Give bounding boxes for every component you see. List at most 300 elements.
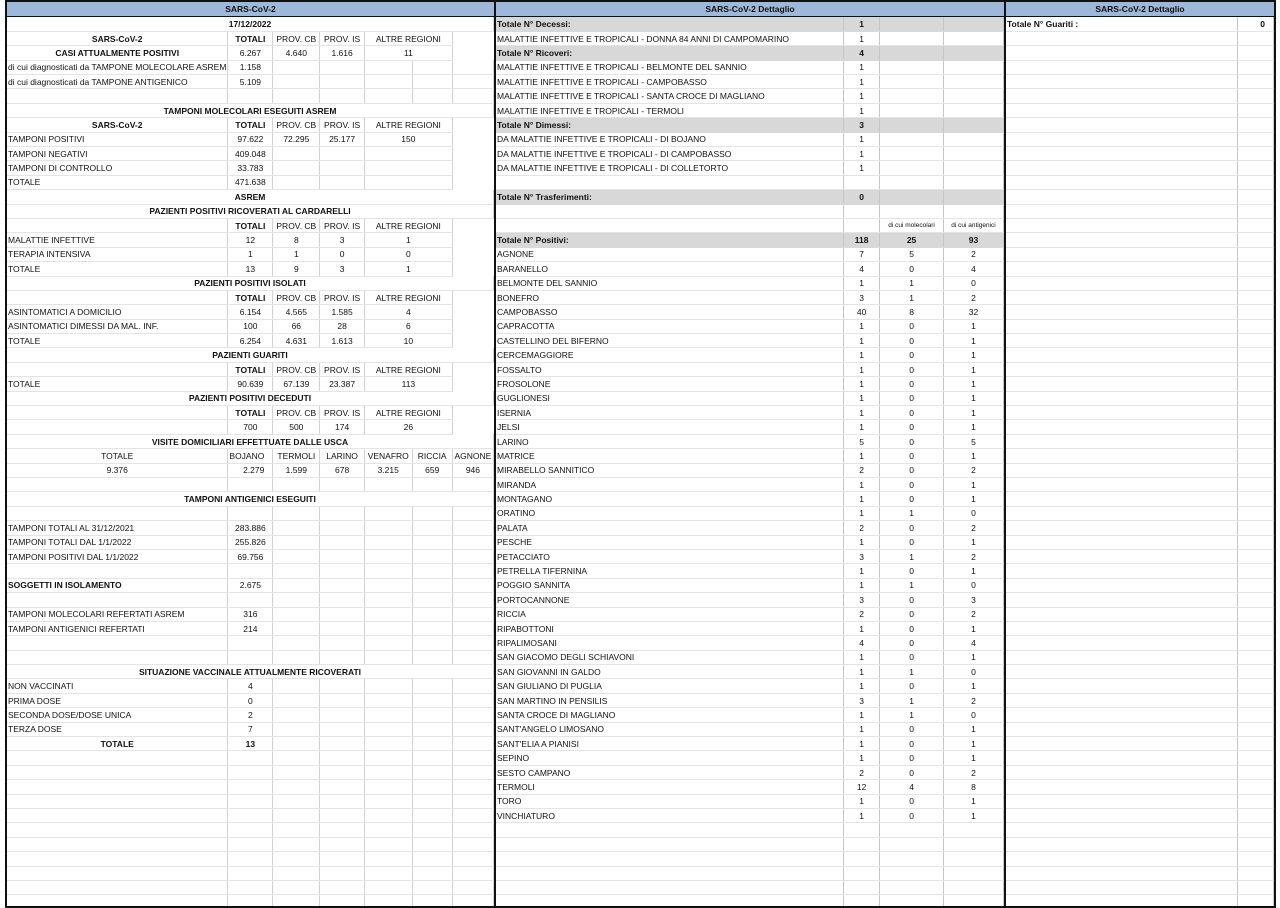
table-cell (273, 161, 320, 175)
header-cell: PROV. IS (320, 362, 365, 376)
table-cell: 1 (944, 334, 1004, 348)
table-cell: 6.154 (228, 305, 273, 319)
row-label: TOTALE (7, 175, 228, 189)
table-cell: 1 (944, 478, 1004, 492)
row-label: TAMPONI TOTALI AL 31/12/2021 (7, 521, 228, 535)
table-cell: 1 (844, 334, 880, 348)
table-cell: 0 (880, 607, 944, 621)
table-cell: 1 (364, 262, 452, 276)
table-cell (1238, 103, 1274, 117)
table-cell: 1 (844, 276, 880, 290)
table-cell (320, 837, 365, 851)
row-label: MALATTIE INFETTIVE E TROPICALI - CAMPOBASSO (496, 75, 844, 89)
blank-row (7, 880, 494, 894)
table-cell (1006, 60, 1238, 74)
table-cell (412, 693, 452, 707)
header-cell: ALTRE REGIONI (364, 31, 452, 45)
table-cell (1238, 175, 1274, 189)
table-cell: 4.565 (273, 305, 320, 319)
table-cell (7, 506, 228, 520)
table-cell (1238, 233, 1274, 247)
table-cell (1006, 348, 1238, 362)
table-cell: 5 (944, 434, 1004, 448)
row-label: SANT'ANGELO LIMOSANO (496, 722, 844, 736)
row-label: CAPRACOTTA (496, 319, 844, 333)
table-cell: 0 (880, 319, 944, 333)
blank-row (7, 837, 494, 851)
table-cell (880, 89, 944, 103)
table-cell (412, 607, 452, 621)
section-row (7, 276, 494, 290)
table-cell: 1 (844, 103, 880, 117)
table-cell (7, 780, 228, 794)
header-cell: AGNONE (452, 449, 493, 463)
section-row (7, 391, 494, 405)
section-row (7, 492, 494, 506)
blank-row (1006, 290, 1274, 304)
table-cell (1006, 276, 1238, 290)
blank-row (1006, 506, 1274, 520)
table-cell (364, 636, 412, 650)
row-label: SAN GIACOMO DEGLI SCHIAVONI (496, 650, 844, 664)
row-label: DA MALATTIE INFETTIVE E TROPICALI - DI BOJANO (496, 132, 844, 146)
table-cell: 1 (944, 319, 1004, 333)
table-row (496, 593, 1004, 607)
table-cell (7, 420, 228, 434)
table-cell (1006, 147, 1238, 161)
header-cell: TERMOLI (273, 449, 320, 463)
table-cell (1238, 89, 1274, 103)
table-cell (496, 866, 844, 880)
row-label: MATRICE (496, 449, 844, 463)
table-cell (1238, 665, 1274, 679)
table-cell (1006, 391, 1238, 405)
table-cell (880, 161, 944, 175)
row-label: Totale N° Trasferimenti: (496, 190, 844, 204)
table-cell: 1 (880, 290, 944, 304)
table-cell: 0 (880, 564, 944, 578)
table-row (496, 751, 1004, 765)
table-cell (364, 506, 412, 520)
blank-row (1006, 808, 1274, 822)
table-cell (320, 722, 365, 736)
table-row (496, 621, 1004, 635)
table-cell (273, 679, 320, 693)
row-label: BONEFRO (496, 290, 844, 304)
row-label: SAN GIULIANO DI PUGLIA (496, 679, 844, 693)
blank-row (7, 564, 494, 578)
header-cell: TOTALI (228, 290, 273, 304)
table-cell: 1 (844, 737, 880, 751)
table-row (496, 31, 1004, 45)
table-cell (7, 837, 228, 851)
blank-row (1006, 737, 1274, 751)
table-cell (1238, 449, 1274, 463)
table-cell (1006, 593, 1238, 607)
table-cell (1006, 578, 1238, 592)
table-cell: 0 (944, 708, 1004, 722)
blank-row (7, 794, 494, 808)
table-cell (7, 808, 228, 822)
table-cell: 1 (844, 708, 880, 722)
table-cell: 2 (944, 607, 1004, 621)
table-cell (7, 478, 228, 492)
table-cell (1238, 607, 1274, 621)
blank-row (7, 478, 494, 492)
table-cell (1238, 895, 1274, 908)
row-label: SEPINO (496, 751, 844, 765)
header-cell: ALTRE REGIONI (364, 118, 452, 132)
table-cell (1238, 880, 1274, 894)
table-cell (1006, 247, 1238, 261)
table-row (7, 521, 494, 535)
table-cell: 1 (944, 406, 1004, 420)
table-row (496, 75, 1004, 89)
table-cell (7, 751, 228, 765)
table-row (496, 290, 1004, 304)
row-label: TORO (496, 794, 844, 808)
row-label: di cui diagnosticati da TAMPONE ANTIGENICO (7, 75, 228, 89)
table-cell (1238, 492, 1274, 506)
subheader-cell: di cui antigenici (944, 218, 1004, 232)
row-label: MALATTIE INFETTIVE E TROPICALI - TERMOLI (496, 103, 844, 117)
table-cell: 946 (452, 463, 493, 477)
blank-row (1006, 463, 1274, 477)
header-cell: TOTALI (228, 31, 273, 45)
table-cell (1238, 737, 1274, 751)
table-cell: 1 (844, 89, 880, 103)
header-row (7, 290, 494, 304)
table-cell: 1 (844, 751, 880, 765)
table-cell (1006, 262, 1238, 276)
table-cell (320, 564, 365, 578)
table-cell (412, 506, 452, 520)
blank-row (1006, 852, 1274, 866)
table-row (496, 161, 1004, 175)
table-cell: 1 (944, 737, 1004, 751)
table-cell (1006, 478, 1238, 492)
table-cell (1238, 722, 1274, 736)
table-cell: 0 (880, 808, 944, 822)
table-cell: 1 (944, 564, 1004, 578)
row-label: RIPALIMOSANI (496, 636, 844, 650)
table-cell (273, 808, 320, 822)
blank-row (1006, 434, 1274, 448)
table-cell: 1 (880, 693, 944, 707)
blank-row (496, 880, 1004, 894)
header-cell: TOTALI (228, 118, 273, 132)
header-cell: BOJANO (228, 449, 273, 463)
row-label: LARINO (496, 434, 844, 448)
table-cell (452, 521, 493, 535)
table-cell (412, 780, 452, 794)
table-cell (1238, 75, 1274, 89)
blank-row (1006, 406, 1274, 420)
table-cell (320, 650, 365, 664)
table-cell (1006, 765, 1238, 779)
table-cell (412, 636, 452, 650)
table-cell: 0 (880, 391, 944, 405)
table-row (7, 75, 494, 89)
table-cell (273, 147, 320, 161)
table-cell (452, 751, 493, 765)
table-cell: 1 (844, 17, 880, 31)
table-cell (412, 478, 452, 492)
table-cell: 1 (944, 679, 1004, 693)
row-label: TERZA DOSE (7, 722, 228, 736)
row-label: SECONDA DOSE/DOSE UNICA (7, 708, 228, 722)
table-cell: 7 (844, 247, 880, 261)
table-cell (1238, 31, 1274, 45)
table-cell (412, 564, 452, 578)
table-cell (844, 204, 880, 218)
table-cell (1238, 650, 1274, 664)
table-cell (1006, 46, 1238, 60)
table-cell (320, 161, 365, 175)
table-cell: 1 (844, 377, 880, 391)
section-title: TAMPONI MOLECOLARI ESEGUITI ASREM (7, 103, 494, 117)
header-cell: PROV. IS (320, 290, 365, 304)
table-cell: 2 (944, 290, 1004, 304)
table-cell: 1 (944, 492, 1004, 506)
table-row (496, 103, 1004, 117)
header-cell: PROV. CB (273, 218, 320, 232)
table-cell: 26 (364, 420, 452, 434)
table-cell (320, 823, 365, 837)
table-cell: 0 (880, 737, 944, 751)
table-cell (1006, 521, 1238, 535)
subheader-cell: di cui molecolari (880, 218, 944, 232)
table-cell (273, 621, 320, 635)
table-row (496, 406, 1004, 420)
table-cell (364, 708, 412, 722)
table-row (7, 46, 494, 60)
recovered-table (1006, 17, 1274, 908)
table-cell (1006, 693, 1238, 707)
table-cell: 2.279 (228, 463, 273, 477)
table-cell: 3 (844, 593, 880, 607)
table-cell (496, 895, 844, 908)
row-label: SAN MARTINO IN PENSILIS (496, 693, 844, 707)
table-cell (364, 578, 412, 592)
table-cell (452, 722, 493, 736)
row-label: FROSOLONE (496, 377, 844, 391)
table-cell (844, 837, 880, 851)
table-cell (880, 17, 944, 31)
section-title: PAZIENTI POSITIVI RICOVERATI AL CARDARELLI (7, 204, 494, 218)
table-cell (412, 722, 452, 736)
table-row (496, 708, 1004, 722)
table-cell (273, 866, 320, 880)
table-cell (880, 31, 944, 45)
table-cell (364, 852, 412, 866)
table-cell (1006, 31, 1238, 45)
table-cell (273, 852, 320, 866)
table-row (496, 478, 1004, 492)
table-cell (452, 607, 493, 621)
table-row (7, 247, 494, 261)
header-cell (7, 362, 228, 376)
table-cell: 0 (880, 794, 944, 808)
row-label: TOTALE (7, 377, 228, 391)
table-row (496, 722, 1004, 736)
table-cell (364, 880, 412, 894)
table-cell (1006, 492, 1238, 506)
table-cell: 23.387 (320, 377, 365, 391)
table-cell (228, 837, 273, 851)
blank-row (1006, 780, 1274, 794)
header-row (7, 31, 494, 45)
table-cell: 1 (844, 362, 880, 376)
header-cell: ALTRE REGIONI (364, 362, 452, 376)
table-cell: 0 (944, 578, 1004, 592)
table-cell (1238, 564, 1274, 578)
table-cell (880, 75, 944, 89)
table-cell (1238, 866, 1274, 880)
table-cell (1238, 765, 1274, 779)
table-cell (320, 636, 365, 650)
table-cell (320, 593, 365, 607)
header-cell: PROV. CB (273, 290, 320, 304)
table-cell: 1 (844, 722, 880, 736)
table-cell (452, 693, 493, 707)
table-cell (412, 679, 452, 693)
table-cell (7, 765, 228, 779)
table-cell (1006, 434, 1238, 448)
table-cell: 500 (273, 420, 320, 434)
row-label: SOGGETTI IN ISOLAMENTO (7, 578, 228, 592)
table-cell (452, 549, 493, 563)
table-cell (452, 679, 493, 693)
table-cell: 1 (944, 348, 1004, 362)
table-cell (228, 794, 273, 808)
table-cell: 1 (944, 722, 1004, 736)
table-row (496, 377, 1004, 391)
table-cell (844, 880, 880, 894)
blank-row (7, 765, 494, 779)
table-cell: 409.048 (228, 147, 273, 161)
table-cell (1238, 348, 1274, 362)
row-label: Totale N° Dimessi: (496, 118, 844, 132)
table-cell (452, 866, 493, 880)
table-row (496, 636, 1004, 650)
table-cell: 0 (880, 463, 944, 477)
row-label: Totale N° Guariti : (1006, 17, 1238, 31)
blank-row (7, 852, 494, 866)
table-cell (1238, 780, 1274, 794)
table-cell (452, 60, 493, 74)
table-cell (1238, 578, 1274, 592)
table-cell: 1 (880, 506, 944, 520)
table-cell (1238, 434, 1274, 448)
table-cell (1238, 478, 1274, 492)
row-label: MALATTIE INFETTIVE E TROPICALI - SANTA CROCE DI MAGLIANO (496, 89, 844, 103)
table-cell (452, 564, 493, 578)
table-cell (1238, 362, 1274, 376)
table-cell (944, 31, 1004, 45)
table-cell (944, 46, 1004, 60)
blank-row (1006, 837, 1274, 851)
section-title: PAZIENTI POSITIVI DECEDUTI (7, 391, 494, 405)
table-cell (412, 823, 452, 837)
table-row (496, 679, 1004, 693)
table-cell: 0 (880, 593, 944, 607)
header-cell: LARINO (320, 449, 365, 463)
table-cell (1006, 204, 1238, 218)
table-cell (364, 175, 452, 189)
table-cell (844, 852, 880, 866)
table-cell (412, 549, 452, 563)
table-row (496, 147, 1004, 161)
table-cell (452, 708, 493, 722)
table-cell: 2 (844, 463, 880, 477)
blank-row (1006, 895, 1274, 908)
table-cell: TOTALI (228, 406, 273, 420)
table-cell (412, 89, 452, 103)
table-cell (412, 808, 452, 822)
table-cell (880, 880, 944, 894)
row-label: TOTALE (7, 334, 228, 348)
table-cell (228, 478, 273, 492)
table-cell: 678 (320, 463, 365, 477)
blank-row (1006, 190, 1274, 204)
row-label: TAMPONI NEGATIVI (7, 147, 228, 161)
table-row (7, 262, 494, 276)
section-title: ASREM (7, 190, 494, 204)
header-cell (7, 290, 228, 304)
table-cell (320, 607, 365, 621)
group-header (496, 17, 1004, 31)
table-cell (880, 204, 944, 218)
table-cell: 0 (880, 406, 944, 420)
table-cell (944, 837, 1004, 851)
table-cell: 0 (880, 492, 944, 506)
table-cell (320, 549, 365, 563)
table-cell (364, 650, 412, 664)
table-cell (273, 636, 320, 650)
blank-row (1006, 262, 1274, 276)
table-cell (1006, 722, 1238, 736)
table-cell: 113 (364, 377, 452, 391)
table-cell (7, 794, 228, 808)
table-cell (273, 607, 320, 621)
table-cell: 0 (880, 679, 944, 693)
table-cell: 33.783 (228, 161, 273, 175)
table-cell (273, 478, 320, 492)
table-cell: 1.613 (320, 334, 365, 348)
blank-row (1006, 593, 1274, 607)
table-cell (1006, 449, 1238, 463)
blank-row (1006, 75, 1274, 89)
table-row (496, 262, 1004, 276)
table-cell: 3 (844, 549, 880, 563)
blank-row (496, 837, 1004, 851)
header-cell: ALTRE REGIONI (364, 290, 452, 304)
section-title: TAMPONI ANTIGENICI ESEGUITI (7, 492, 494, 506)
header-row (7, 362, 494, 376)
table-cell (1006, 290, 1238, 304)
table-cell (1238, 190, 1274, 204)
table-cell (7, 852, 228, 866)
table-row (7, 233, 494, 247)
table-cell: 10 (364, 334, 452, 348)
table-cell: 1 (844, 406, 880, 420)
blank-row (7, 823, 494, 837)
table-cell: 0 (944, 665, 1004, 679)
table-cell: 1 (844, 506, 880, 520)
table-cell (1238, 852, 1274, 866)
header-cell: VENAFRO (364, 449, 412, 463)
